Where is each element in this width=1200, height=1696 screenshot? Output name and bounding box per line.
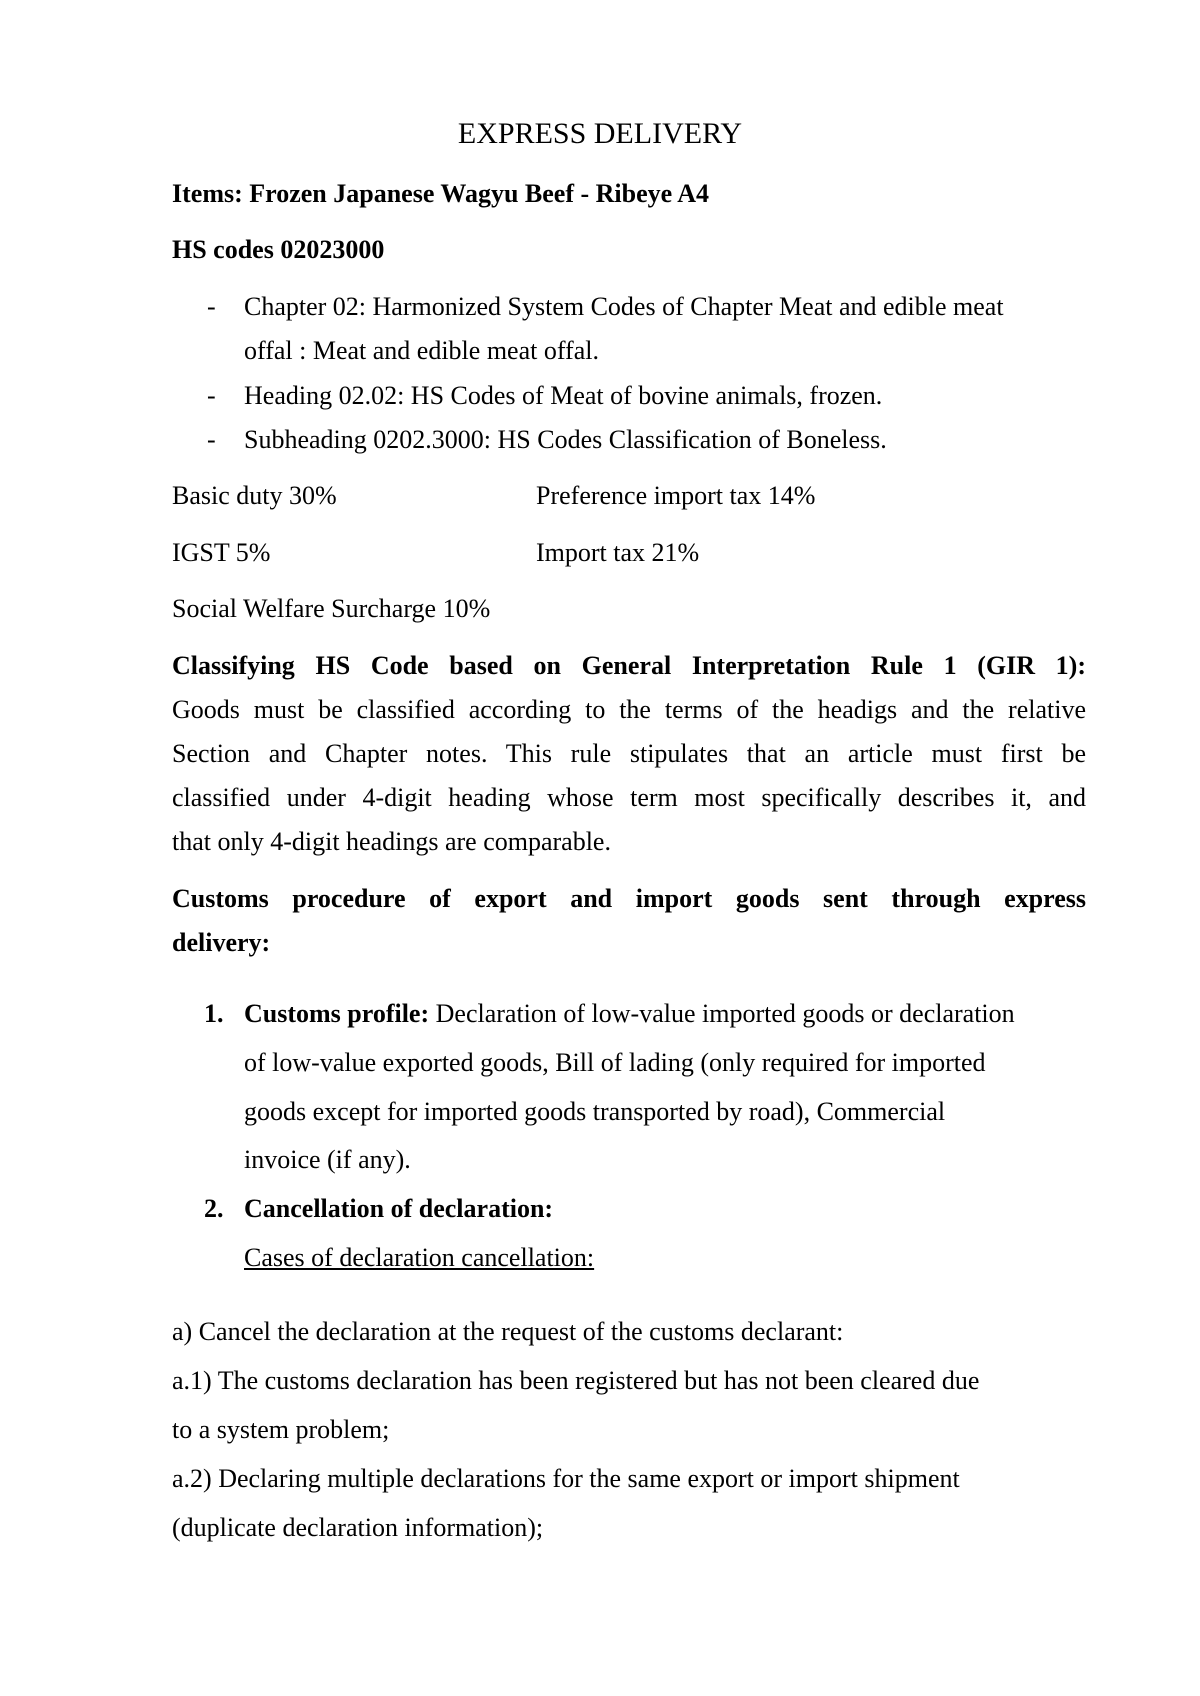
cancellation-a1: a.1) The customs declaration has been registered but has not been cleared due — [172, 1366, 980, 1395]
list-number-1: 1. — [204, 999, 224, 1028]
customs-profile-line: invoice (if any). — [244, 1145, 411, 1174]
procedure-heading: Customs procedure of export and import goods sent through express — [172, 884, 1086, 913]
items-line: Items: Frozen Japanese Wagyu Beef - Ribeye A4 — [172, 179, 710, 208]
gir-line: Goods must be classified according to the terms of the headigs and the relative — [172, 695, 1086, 724]
document-title: EXPRESS DELIVERY — [457, 117, 743, 150]
social-welfare-surcharge: Social Welfare Surcharge 10% — [172, 594, 491, 623]
procedure-heading-cont: delivery: — [172, 928, 271, 957]
gir-line: classified under 4-digit heading whose term most specifically describes it, and — [172, 783, 1086, 812]
preference-import-tax: Preference import tax 14% — [536, 481, 816, 510]
bullet-subheading: Subheading 0202.3000: HS Codes Classification of Boneless. — [244, 425, 887, 454]
bullet-heading: Heading 02.02: HS Codes of Meat of bovine animals, frozen. — [244, 381, 883, 410]
bullet-dash: - — [207, 292, 216, 321]
cancellation-a2-cont: (duplicate declaration information); — [172, 1513, 544, 1542]
igst: IGST 5% — [172, 538, 271, 567]
bullet-dash: - — [207, 381, 216, 410]
basic-duty: Basic duty 30% — [172, 481, 337, 510]
cancellation-cases-subheading: Cases of declaration cancellation: — [244, 1243, 595, 1272]
list-number-2: 2. — [204, 1194, 224, 1223]
hs-codes-line: HS codes 02023000 — [172, 235, 385, 264]
cancellation-a1-cont: to a system problem; — [172, 1415, 390, 1444]
customs-profile-text: Declaration of low-value imported goods or declaration — [429, 999, 1015, 1028]
customs-profile-label: Customs profile: — [244, 999, 430, 1028]
customs-profile-line: goods except for imported goods transported by road), Commercial — [244, 1097, 946, 1126]
cancellation-a: a) Cancel the declaration at the request of the customs declarant: — [172, 1317, 844, 1346]
cancellation-a2: a.2) Declaring multiple declarations for the same export or import shipment — [172, 1464, 960, 1493]
gir-heading: Classifying HS Code based on General Interpretation Rule 1 (GIR 1): — [172, 651, 1086, 680]
cancellation-label: Cancellation of declaration: — [244, 1194, 554, 1223]
customs-profile-line: of low-value exported goods, Bill of lading (only required for imported — [244, 1048, 986, 1077]
bullet-chapter: Chapter 02: Harmonized System Codes of Chapter Meat and edible meat — [244, 292, 1004, 321]
bullet-chapter-cont: offal : Meat and edible meat offal. — [244, 336, 599, 365]
customs-profile-line — [244, 1001, 1015, 1027]
import-tax: Import tax 21% — [536, 538, 700, 567]
gir-line: Section and Chapter notes. This rule stipulates that an article must first be — [172, 739, 1086, 768]
gir-line-last: that only 4-digit headings are comparable. — [172, 827, 611, 856]
bullet-dash: - — [207, 425, 216, 454]
